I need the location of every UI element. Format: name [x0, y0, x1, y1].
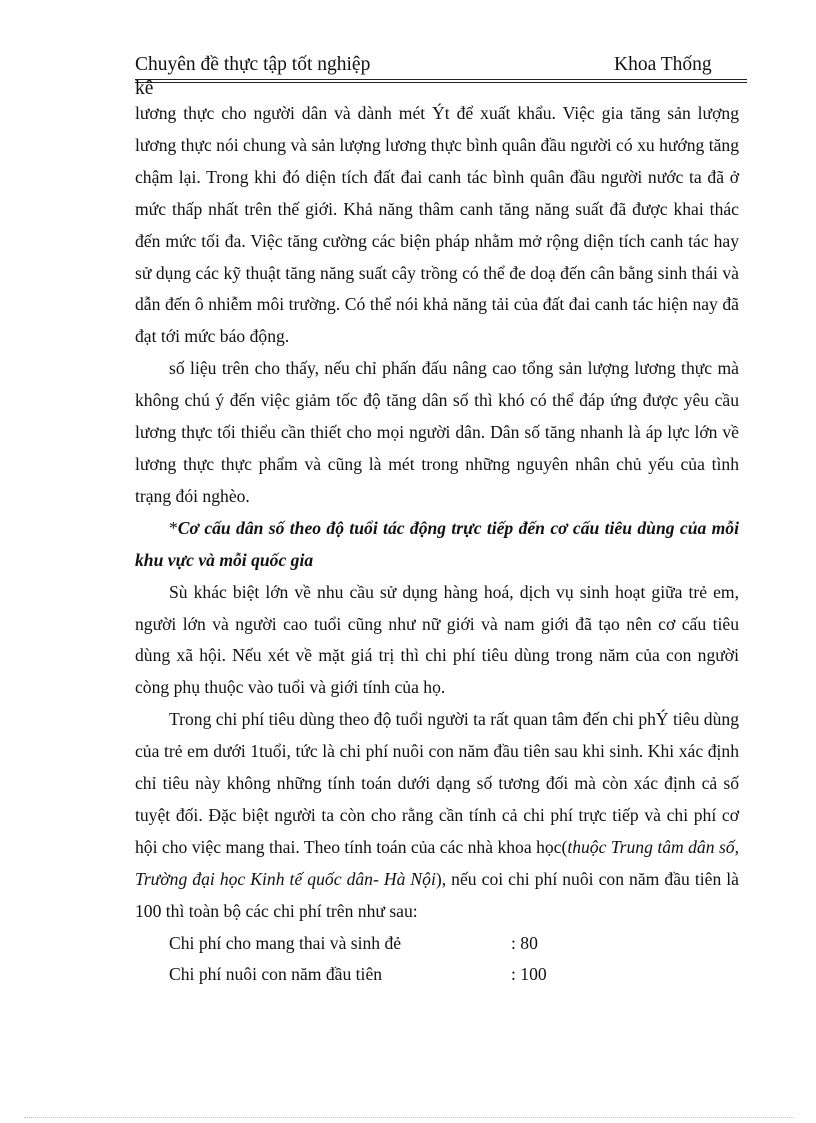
heading-bullet: *: [169, 517, 178, 538]
cost-label: Chi phí cho mang thai và sinh đẻ: [169, 932, 402, 953]
paragraph-1: lương thực cho người dân và dành mét Ýt để xuất khẩu. Việc gia tăng sản lượng lương thực nói chung và sản lượng lương thực bình quân đầu người có xu hướng tăng chậm lại. Trong khi đó diện tích đất đai canh tác bình quân đầu người nước ta đã ở mức thấp nhất trên thế giới. Khả năng thâm canh tăng năng suất đã được khai thác đến mức tối đa. Việc tăng cường các biện pháp nhằm mở rộng diện tích canh tác hay sử dụng các kỹ thuật tăng năng suất cây trồng có thể đe doạ đến cân bằng sinh thái và dẫn đến ô nhiễm môi trường. Có thể nói khả năng tải của đất đai canh tác hiện nay đã đạt tới mức báo động.: [135, 103, 739, 347]
section-heading: [135, 513, 739, 577]
header-department-wrap: kê: [135, 78, 154, 99]
paragraph-2: số liệu trên cho thấy, nếu chỉ phấn đấu nâng cao tổng sản lượng lương thực mà không chú ý đến việc giảm tốc độ tăng dân số thì khó có thể đáp ứng được yêu cầu lương thực tối thiểu cần thiết cho mọi người dân. Dân số tăng nhanh là áp lực lớn về lương thực thực phẩm và cũng là mét trong những nguyên nhân chủ yếu của tình trạng đói nghèo.: [135, 358, 739, 506]
cost-value: : 80: [511, 932, 538, 953]
header-rule-second: [135, 82, 747, 83]
paragraph-4-citation: thuộc Trung tâm dân số, Trường đại học Kinh tế quốc dân- Hà Nội: [135, 836, 739, 889]
paragraph-4-text-b: ), nếu coi chi phí nuôi con năm đầu tiên là 100 thì toàn bộ các chi phí trên như sau:: [135, 868, 739, 921]
page-bottom-border: [24, 1117, 794, 1118]
cost-label: Chi phí nuôi con năm đầu tiên: [169, 964, 383, 985]
header-rule: [135, 79, 747, 80]
cost-row: [135, 928, 739, 960]
cost-value: : 100: [511, 964, 547, 985]
header-title: Chuyên đề thực tập tốt nghiệp: [135, 54, 371, 75]
paragraph-3: Sù khác biệt lớn về nhu cầu sử dụng hàng hoá, dịch vụ sinh hoạt giữa trẻ em, người lớn và người cao tuổi cũng như nữ giới và nam giới đã tạo nên cơ cấu tiêu dùng xã hội. Nếu xét về mặt giá trị thì chi phí tiêu dùng trong năm của con người còng phụ thuộc vào tuổi và giới tính của họ.: [135, 581, 739, 698]
header-department: Khoa Thống: [614, 54, 712, 75]
paragraph-4-text-a: Trong chi phí tiêu dùng theo độ tuổi người ta rất quan tâm đến chi phÝ tiêu dùng của trẻ em dưới 1tuổi, tức là chi phí nuôi con năm đầu tiên sau khi sinh. Khi xác định chỉ tiêu này không những tính toán dưới dạng số tương đối mà còn xác định cả số tuyệt đối. Đặc biệt người ta còn cho rằng cần tính cả chi phí trực tiếp và chi phí cơ hội cho việc mang thai. Theo tính toán của các nhà khoa học(: [135, 709, 739, 857]
document-body: [135, 98, 739, 991]
cost-row: [135, 959, 739, 991]
heading-text: Cơ cấu dân số theo độ tuổi tác động trực tiếp đến cơ cấu tiêu dùng của mỗi khu vực và mỗi quốc gia: [135, 517, 739, 570]
paragraph-4: [135, 704, 739, 927]
